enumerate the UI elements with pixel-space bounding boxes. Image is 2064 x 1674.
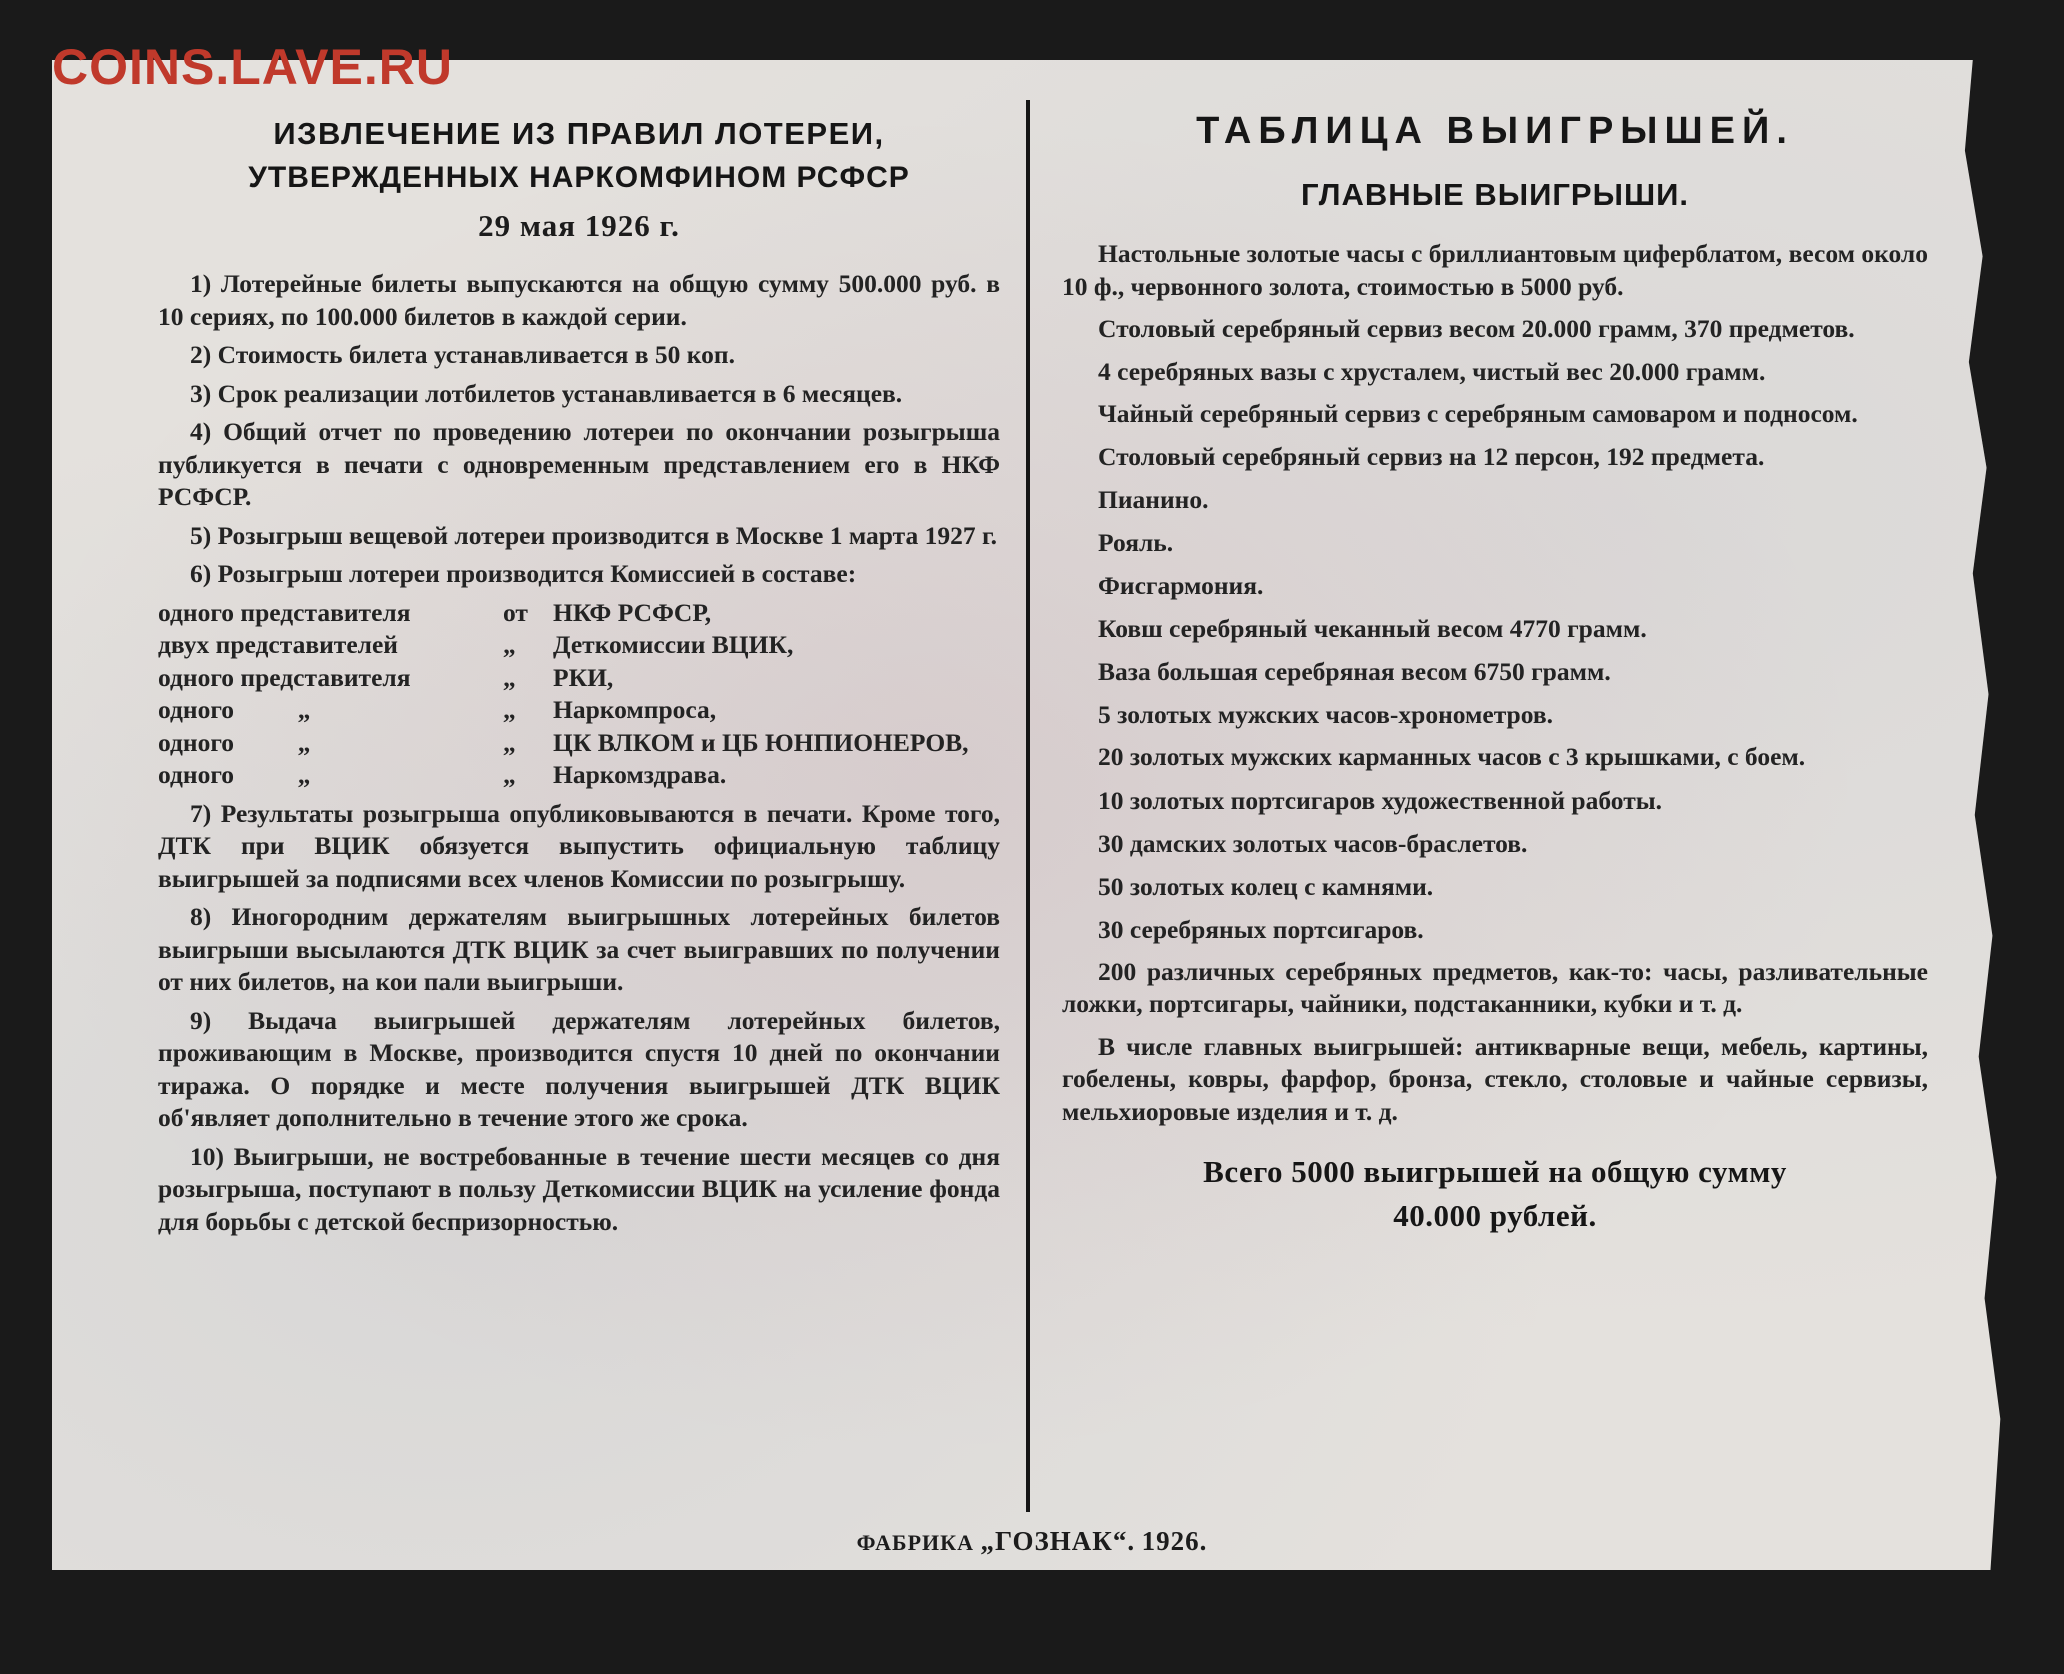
commission-list: [158, 597, 1000, 792]
prize-item: Столовый серебряный сервиз на 12 персон, 192 предмета.: [1098, 441, 1765, 471]
prize-item: 20 золотых мужских карманных часов с 3 крышками, с боем.: [1098, 742, 1806, 771]
rule-3: 3) Срок реализации лотбилетов устанавливается в 6 месяцев.: [190, 378, 903, 408]
prizes-column: [1062, 106, 1928, 1238]
commission-prep: „: [503, 760, 516, 789]
prize-item: 4 серебряных вазы с хрусталем, чистый вес 20.000 грамм.: [1098, 356, 1766, 386]
prizes-subheading: ГЛАВНЫЕ ВЫИГРЫШИ.: [1300, 177, 1690, 212]
commission-row: [158, 597, 1000, 630]
commission-row: [158, 759, 1000, 792]
commission-body: РКИ,: [553, 662, 614, 692]
commission-prep: „: [503, 630, 516, 659]
commission-count: одного представителя: [158, 597, 411, 627]
printer-imprint: [0, 1526, 2064, 1557]
commission-body: Деткомиссии ВЦИК,: [553, 630, 794, 659]
rule-2: 2) Стоимость билета устанавливается в 50 коп.: [190, 340, 735, 369]
rule-7: 7) Результаты розыгрыша опубликовываются в печати. Кроме того, ДТК при ВЦИК обязуется выпустить официальную таблицу выигрышей за подписями всех членов Комиссии по розыгрышу.: [158, 798, 1000, 893]
commission-prep: от: [503, 597, 528, 627]
prize-item: 10 золотых портсигаров художественной работы.: [1098, 785, 1663, 815]
prize-item: 5 золотых мужских часов-хронометров.: [1098, 700, 1553, 729]
commission-row: [158, 727, 1000, 760]
prize-item: 30 серебряных портсигаров.: [1098, 914, 1424, 944]
prize-item: Настольные золотые часы с бриллиантовым циферблатом, весом около 10 ф., червонного золота, стоимостью в 5000 руб.: [1062, 239, 1928, 301]
prize-item: Фисгармония.: [1098, 571, 1264, 600]
imprint-prefix: ФАБРИКА: [856, 1530, 974, 1555]
rule-1: 1) Лотерейные билеты выпускаются на общую сумму 500.000 руб. в 10 сериях, по 100.000 билетов в каждой серии.: [158, 269, 1000, 331]
prize-item: 200 различных серебряных предметов, как-то: часы, разливательные ложки, портсигары, чайники, подстаканники, кубки и т. д.: [1062, 956, 1928, 1018]
total-line-1: Всего 5000 выигрышей на общую сумму: [1203, 1154, 1787, 1189]
rules-date: 29 мая 1926 г.: [478, 208, 680, 243]
commission-count: двух представителей: [158, 630, 398, 659]
prize-item: 50 золотых колец с камнями.: [1098, 871, 1434, 901]
commission-body: Наркомздрава.: [553, 760, 727, 789]
commission-prep: „: [503, 727, 516, 757]
commission-row: [158, 662, 1000, 695]
commission-prep: „: [503, 695, 516, 724]
commission-row: [158, 694, 1000, 727]
imprint-year: 1926.: [1141, 1526, 1208, 1556]
rule-8: 8) Иногородним держателям выигрышных лотерейных билетов выигрыши высылаются ДТК ВЦИК за счет выигравших по получении от них билетов, на кои пали выигрыши.: [158, 902, 1000, 996]
rules-heading-line2: УТВЕРЖДЕННЫХ НАРКОМФИНОМ РСФСР: [248, 161, 910, 194]
rule-9: 9) Выдача выигрышей держателям лотерейных билетов, проживающим в Москве, производится спустя 10 дней по окончании тиража. О порядке и месте получения выигрышей ДТК ВЦИК об'являет дополнительно в течение этого же срока.: [158, 1005, 1000, 1132]
commission-count: одного „: [158, 760, 311, 789]
rule-6: 6) Розыгрыш лотереи производится Комиссией в составе:: [190, 559, 857, 588]
prize-item: В числе главных выигрышей: антикварные вещи, мебель, картины, гобелены, ковры, фарфор, бронза, стекло, столовые и чайные сервизы, мельхиоровые изделия и т. д.: [1062, 1031, 1928, 1126]
commission-prep: „: [503, 662, 516, 692]
total-line-2: 40.000 рублей.: [1393, 1198, 1597, 1233]
commission-body: Наркомпроса,: [553, 695, 717, 724]
prize-item: Столовый серебряный сервиз весом 20.000 грамм, 370 предметов.: [1098, 314, 1855, 343]
prize-item: Ковш серебряный чеканный весом 4770 грамм.: [1098, 614, 1647, 643]
imprint-name: „ГОЗНАК“.: [980, 1526, 1136, 1556]
prizes-heading: ТАБЛИЦА ВЫИГРЫШЕЙ.: [1196, 110, 1794, 152]
commission-count: одного „: [158, 727, 311, 757]
prize-item: Рояль.: [1098, 528, 1174, 557]
commission-count: одного „: [158, 695, 311, 724]
rule-4: 4) Общий отчет по проведению лотереи по окончании розыгрыша публикуется в печати с одновременным представлением его в НКФ РСФСР.: [158, 417, 1000, 511]
commission-body: НКФ РСФСР,: [553, 597, 712, 627]
rule-5: 5) Розыгрыш вещевой лотереи производится в Москве 1 марта 1927 г.: [190, 520, 998, 550]
commission-body: ЦК ВЛКОМ и ЦБ ЮНПИОНЕРОВ,: [553, 727, 969, 757]
site-watermark: COINS.LAVE.RU: [52, 39, 453, 95]
column-divider: [1026, 100, 1030, 1512]
prize-item: Ваза большая серебряная весом 6750 грамм.: [1098, 657, 1611, 686]
rules-column: [158, 112, 1000, 1244]
prize-item: Чайный серебряный сервиз с серебряным самоваром и подносом.: [1098, 399, 1858, 428]
prize-item: Пианино.: [1098, 485, 1209, 514]
commission-count: одного представителя: [158, 662, 411, 692]
prize-item: 30 дамских золотых часов-браслетов.: [1098, 828, 1528, 858]
rules-heading-line1: ИЗВЛЕЧЕНИЕ ИЗ ПРАВИЛ ЛОТЕРЕИ,: [273, 116, 885, 151]
total-prizes: [1062, 1150, 1928, 1238]
commission-row: [158, 629, 1000, 662]
rule-10: 10) Выигрыши, не востребованные в течение шести месяцев со дня розыгрыша, поступают в пользу Деткомиссии ВЦИК на усиление фонда для борьбы с детской беспризорностью.: [158, 1141, 1000, 1236]
